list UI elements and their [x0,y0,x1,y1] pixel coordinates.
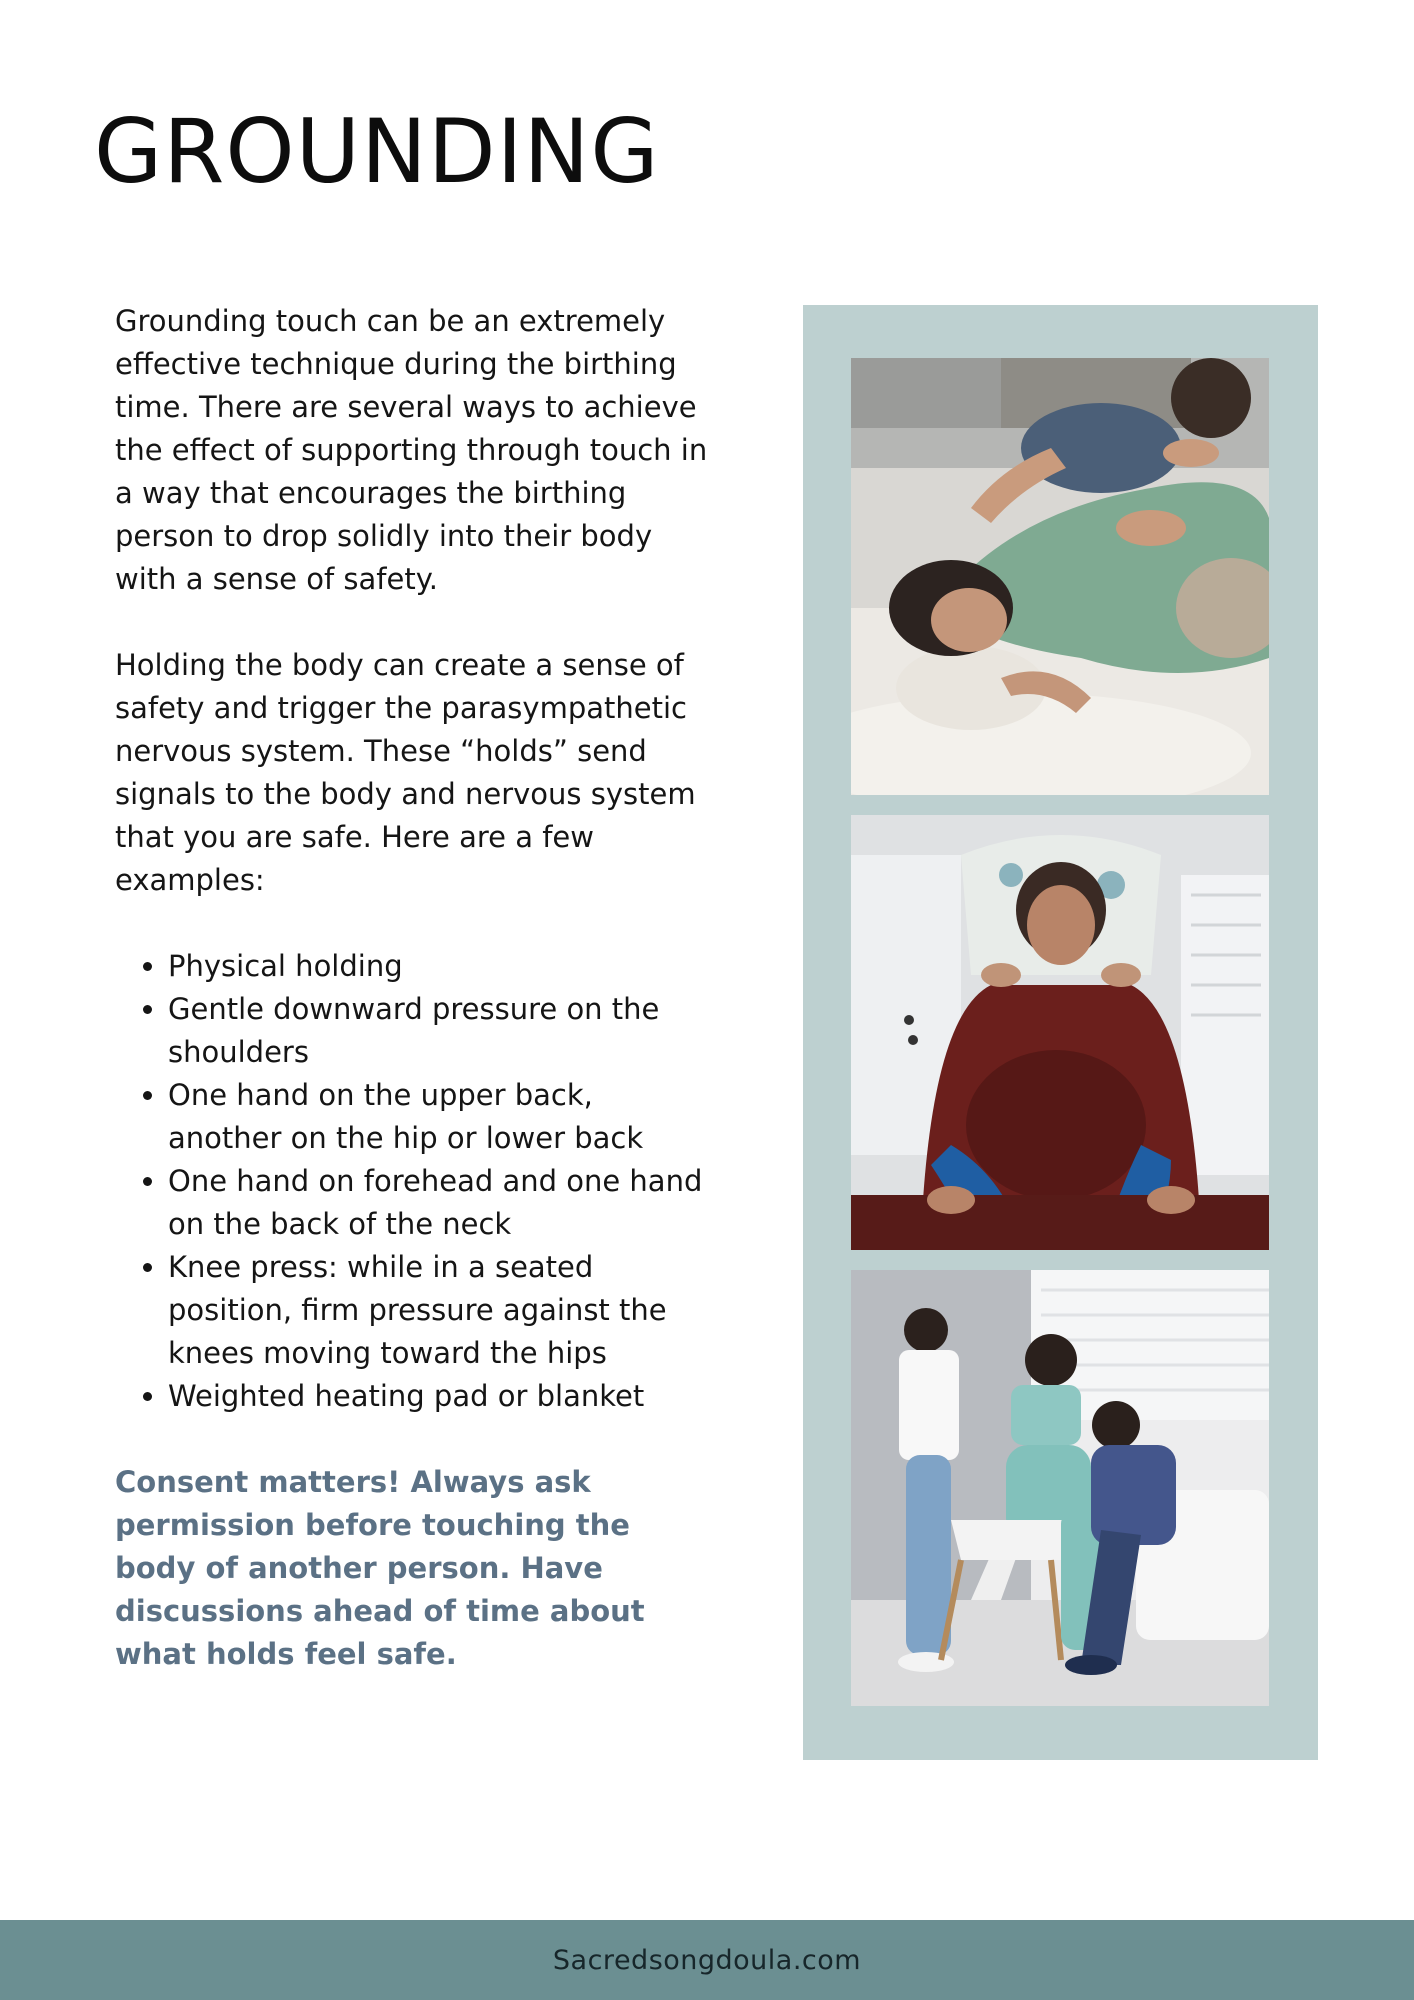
footer-bar [0,1920,1414,2000]
photo-knee-press [851,1270,1269,1706]
list-item: • Gentle downward pressure on the shoulders [168,988,715,1074]
photo-lying-down [851,358,1269,795]
intro-paragraph: Grounding touch can be an extremely effective technique during the birthing time. There are several ways to achieve the effect of supporting through touch in a way that encourages the birthing person to drop solidly into their body with a sense of safety. [115,304,708,596]
list-item: • One hand on the upper back, another on the hip or lower back [168,1074,715,1160]
page-title: GROUNDING [94,100,660,203]
list-item: • Physical holding [168,945,715,988]
list-item: • One hand on forehead and one hand on the back of the neck [168,1160,715,1246]
photo-panel [803,305,1318,1760]
photo-shoulder-pressure [851,815,1269,1250]
website-text: Sacredsongdoula.com [552,1944,862,1976]
list-item: • Knee press: while in a seated position, firm pressure against the knees moving toward the hips [168,1246,715,1375]
list-item: • Weighted heating pad or blanket [168,1375,715,1418]
body-text-column [115,300,715,1719]
examples-list [115,945,715,1418]
consent-note: Consent matters! Always ask permission before touching the body of another person. Have discussions ahead of time about what holds feel safe. [115,1465,645,1671]
holding-paragraph: Holding the body can create a sense of safety and trigger the parasympathetic nervous system. These “holds” send signals to the body and nervous system that you are safe. Here are a few examples: [115,648,696,897]
